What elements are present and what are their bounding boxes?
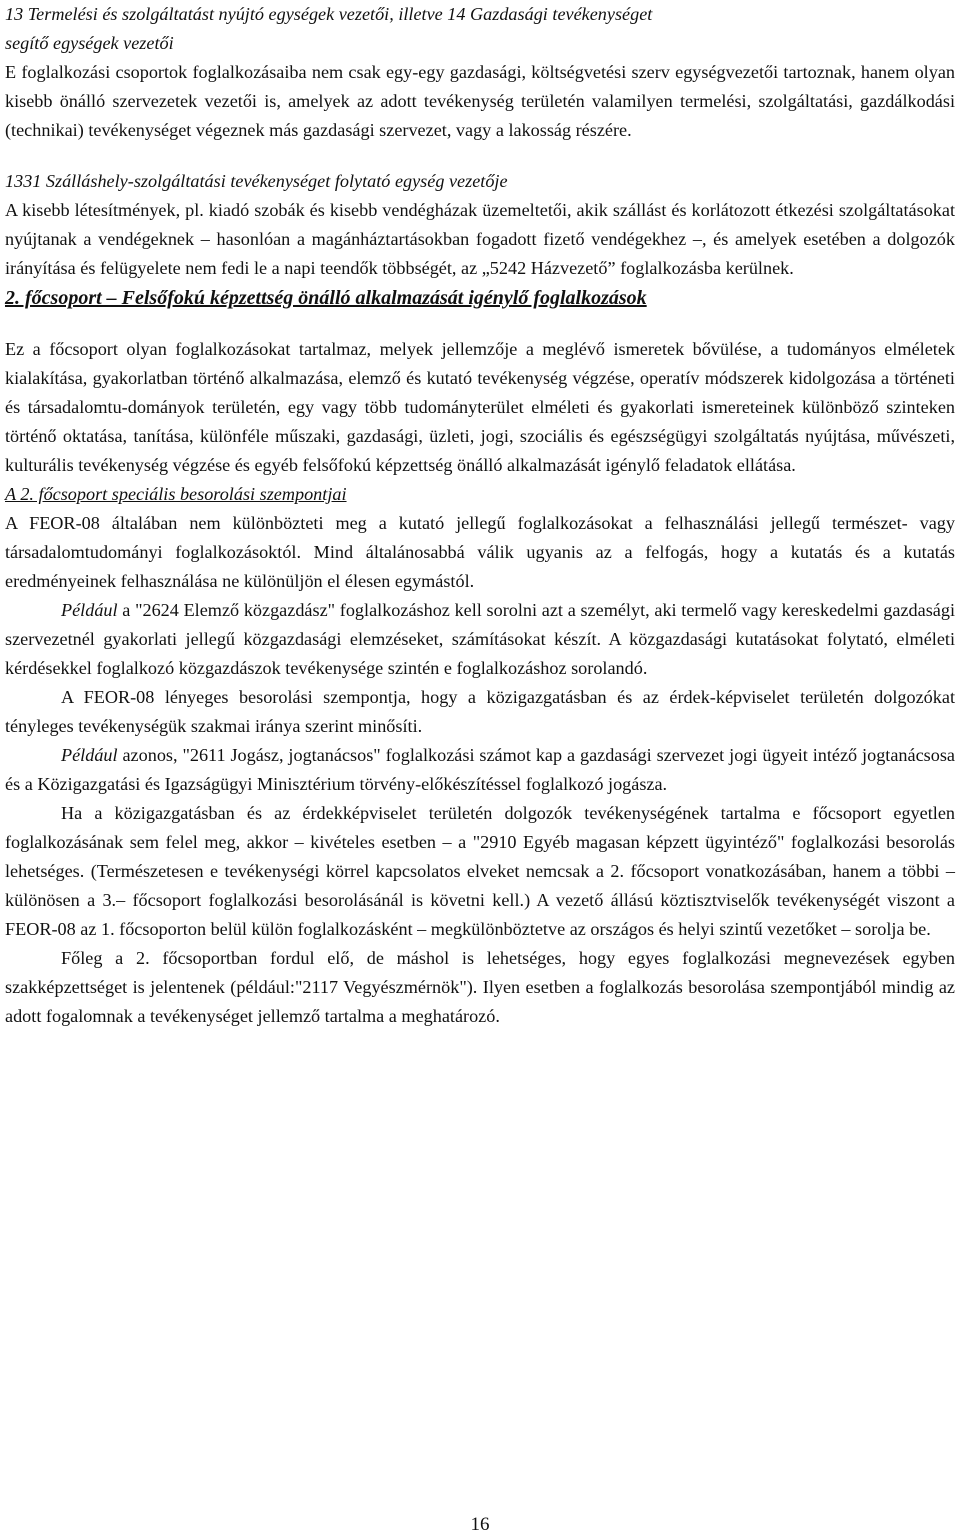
page-number: 16 <box>470 1514 490 1535</box>
main-group-heading <box>5 283 955 313</box>
section-heading-13-14 <box>5 0 955 58</box>
example-label: Például <box>61 600 118 620</box>
section-heading-1331: 1331 Szálláshely-szolgáltatási tevékenységet folytató egység vezetője <box>5 171 508 191</box>
special-paragraph-2-text: a "2624 Elemző közgazdász" foglalkozáshoz kell sorolni azt a személyt, aki termelő vagy kereskedelmi gazdasági szervezetnél gyakorlati jellegű közgazdasági elemzéseket, számításokat készít. A közgazdasági kutatásokat folytató, elméleti kérdésekkel foglalkozó közgazdászok tevékenysége szintén e foglalkozáshoz sorolandó. <box>5 600 955 678</box>
special-paragraph-2 <box>5 596 955 683</box>
section-13-14-body: E foglalkozási csoportok foglalkozásaiba nem csak egy-egy gazdasági, költségvetési szerv egységvezetői tartoznak, hanem olyan kisebb önálló szervezetek vezetői is, amelyek az adott tevékenység területén valamilyen termelési, szolgáltatási, gazdálkodási (technikai) tevékenységet végeznek más gazdasági szervezet, vagy a lakosság részére. <box>5 62 955 140</box>
section-heading-line1: 13 Termelési és szolgáltatást nyújtó egységek vezetői, illetve 14 Gazdasági tevékenységet <box>5 4 653 24</box>
special-paragraph-4-text: azonos, "2611 Jogász, jogtanácsos" foglalkozási számot kap a gazdasági szervezet jogi ügyeit intéző jogtanácsosa és a Közigazgatási és Igazságügyi Minisztérium törvény-előkészítéssel foglalkozó jogásza. <box>5 745 955 794</box>
section-heading-line2: segítő egységek vezetői <box>5 33 174 53</box>
special-criteria-heading: A 2. főcsoport speciális besorolási szempontjai <box>5 484 347 504</box>
special-paragraph-4 <box>5 741 955 799</box>
special-paragraph-3: A FEOR-08 lényeges besorolási szempontja, hogy a közigazgatásban és az érdek-képviselet területén dolgozókat tényleges tevékenységük szakmai iránya szerint minősíti. <box>5 687 955 736</box>
special-paragraph-1: A FEOR-08 általában nem különbözteti meg a kutató jellegű foglalkozásokat a felhasználási jellegű természet- vagy társadalomtudományi foglalkozásoktól. Mind általánosabbá válik ugyanis az a felfogás, hogy a kutatás és a kutatás eredményeinek felhasználása ne különüljön el élesen egymástól. <box>5 513 955 591</box>
example-label: Például <box>61 745 118 765</box>
main-group-heading-text: 2. főcsoport – Felsőfokú képzettség önálló alkalmazását igénylő foglalkozások <box>5 287 647 309</box>
document-page <box>5 0 955 1031</box>
special-paragraph-6: Főleg a 2. főcsoportban fordul elő, de máshol is lehetséges, hogy egyes foglalkozási megnevezések egyben szakképzettséget is jelentenek (például:"2117 Vegyészmérnök"). Ilyen esetben a foglalkozás besorolása szempontjából mindig az adott fogalomnak a tevékenységet jellemző tartalma a meghatározó. <box>5 948 955 1026</box>
main-group-intro: Ez a főcsoport olyan foglalkozásokat tartalmaz, melyek jellemzője a meglévő ismeretek bővülése, a tudományos elméletek kialakítása, gyakorlatban történő alkalmazása, elemző és kutató tevékenység végzése, operatív módszerek kidolgozása a történeti és társadalomtu-dományok területén, egy vagy több tudományterület elméleti és gyakorlati ismereteinek különböző szinteken történő oktatása, tanítása, különféle műszaki, gazdasági, üzleti, jogi, szociális és egészségügyi szolgáltatás nyújtása, művészeti, kulturális tevékenység végzése és egyéb felsőfokú képzettség önálló alkalmazását igénylő feladatok ellátása. <box>5 339 955 475</box>
section-1331-body: A kisebb létesítmények, pl. kiadó szobák és kisebb vendégházak üzemeltetői, akik szállást és korlátozott étkezési szolgáltatásokat nyújtanak a vendégeknek – hasonlóan a magánháztartásokban fogadott fizető vendégekhez –, és amelyek esetében a dolgozók irányítása és felügyelete nem fedi le a napi teendők többségét, az „5242 Házvezető” foglalkozásba kerülnek. <box>5 200 955 278</box>
special-paragraph-5: Ha a közigazgatásban és az érdekképviselet területén dolgozók tevékenységének tartalma e főcsoport egyetlen foglalkozásának sem felel meg, akkor – kivételes esetben – a "2910 Egyéb magasan képzett ügyintéző" foglalkozási besorolás lehetséges. (Természetesen e tevékenységi körrel kapcsolatos elveket nemcsak a 2. főcsoport vonatkozásában, hanem a többi – különösen a 3.– főcsoport foglalkozási besorolásánál is követni kell.) A vezető állású köztisztviselők tevékenységét viszont a FEOR-08 az 1. főcsoporton belül külön foglalkozásként – megkülönböztetve az országos és helyi szintű vezetőket – sorolja be. <box>5 803 955 939</box>
